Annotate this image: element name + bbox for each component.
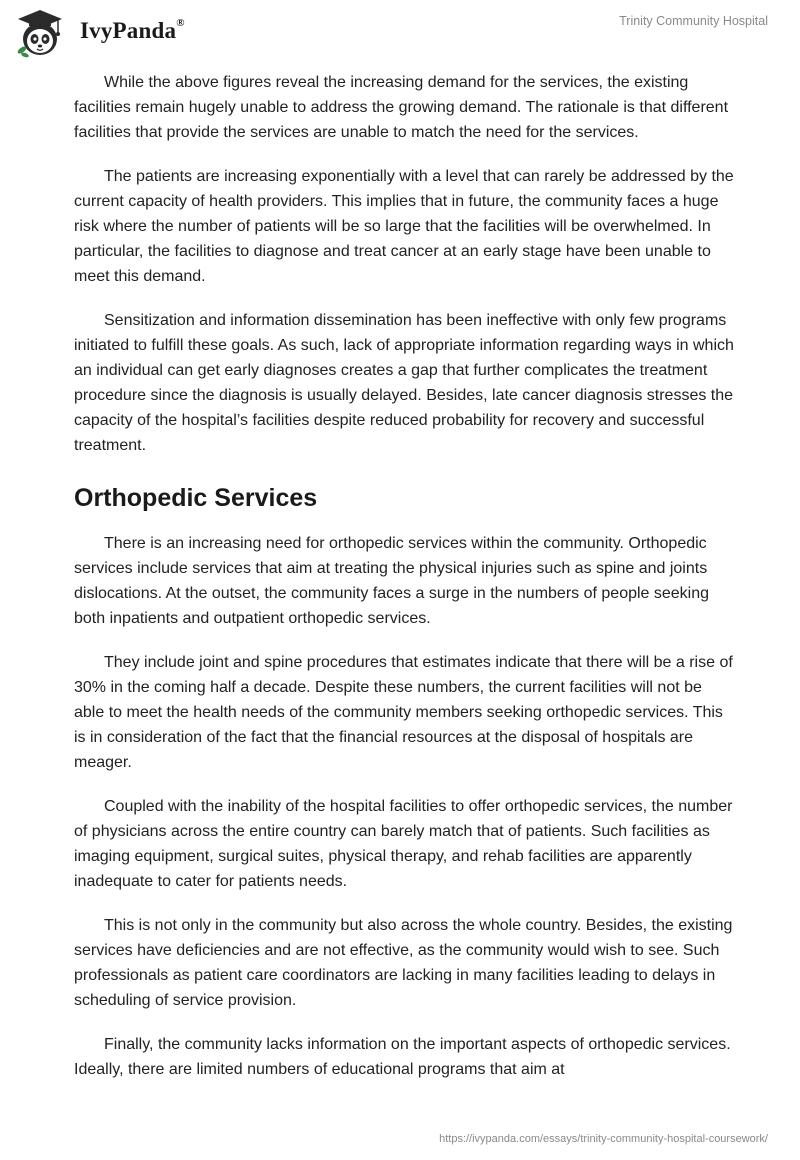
section-heading: Orthopedic Services xyxy=(74,484,318,512)
paragraph: While the above figures reveal the increasing demand for the services, the existing facilities remain hugely unable to address the growing demand. The rationale is that different facilities that provide the services are unable to match the need for the services. xyxy=(74,74,729,141)
paragraph: There is an increasing need for orthopedic services within the community. Orthopedic services include services that aim at treating the physical injuries such as spine and joints dislocations. At the outset, the community faces a surge in the numbers of people seeking both inpatients and outpatient orthopedic services. xyxy=(74,535,710,627)
paragraph: Finally, the community lacks information on the important aspects of orthopedic services. Ideally, there are limited numbers of educational programs that aim at xyxy=(74,1036,731,1078)
paragraph: The patients are increasing exponentially with a level that can rarely be addressed by the current capacity of health providers. This implies that in future, the community faces a huge risk where the number of patients will be so large that the facilities will be overwhelmed. In particular, the facilities to diagnose and treat cancer at an early stage have been unable to meet this demand. xyxy=(74,168,734,285)
brand-name: IvyPanda xyxy=(80,18,177,43)
panda-graduate-icon[interactable] xyxy=(16,8,78,58)
source-url[interactable]: https://ivypanda.com/essays/trinity-community-hospital-coursework/ xyxy=(439,1133,768,1145)
paragraph: Coupled with the inability of the hospital facilities to offer orthopedic services, the number of physicians across the entire country can barely match that of patients. Such facilities as imaging equipment, surgical suites, physical therapy, and rehab facilities are apparently inadequate to cater for patients needs. xyxy=(74,798,733,890)
paragraph: Sensitization and information dissemination has been ineffective with only few programs initiated to fulfill these goals. As such, lack of appropriate information regarding ways in which an individual can get early diagnoses creates a gap that further complicates the treatment procedure since the diagnosis is usually delayed. Besides, late cancer diagnosis stresses the capacity of the hospital’s facilities despite reduced probability for recovery and successful treatment. xyxy=(74,312,734,454)
paragraph: This is not only in the community but also across the whole country. Besides, the existing services have deficiencies and are not effective, as the community would wish to see. Such professionals as patient care coordinators are lacking in many facilities leading to delays in scheduling of service provision. xyxy=(74,917,733,1009)
paragraph: They include joint and spine procedures that estimates indicate that there will be a rise of 30% in the coming half a decade. Despite these numbers, the current facilities will not be able to meet the health needs of the community members seeking orthopedic services. This is in consideration of the fact that the financial resources at the disposal of hospitals are meager. xyxy=(74,654,733,771)
brand-logo-text[interactable] xyxy=(80,18,185,44)
page-header xyxy=(0,0,800,70)
essay-content xyxy=(74,70,734,1101)
brand-registered-mark: ® xyxy=(176,17,185,30)
document-title: Trinity Community Hospital xyxy=(619,14,768,28)
